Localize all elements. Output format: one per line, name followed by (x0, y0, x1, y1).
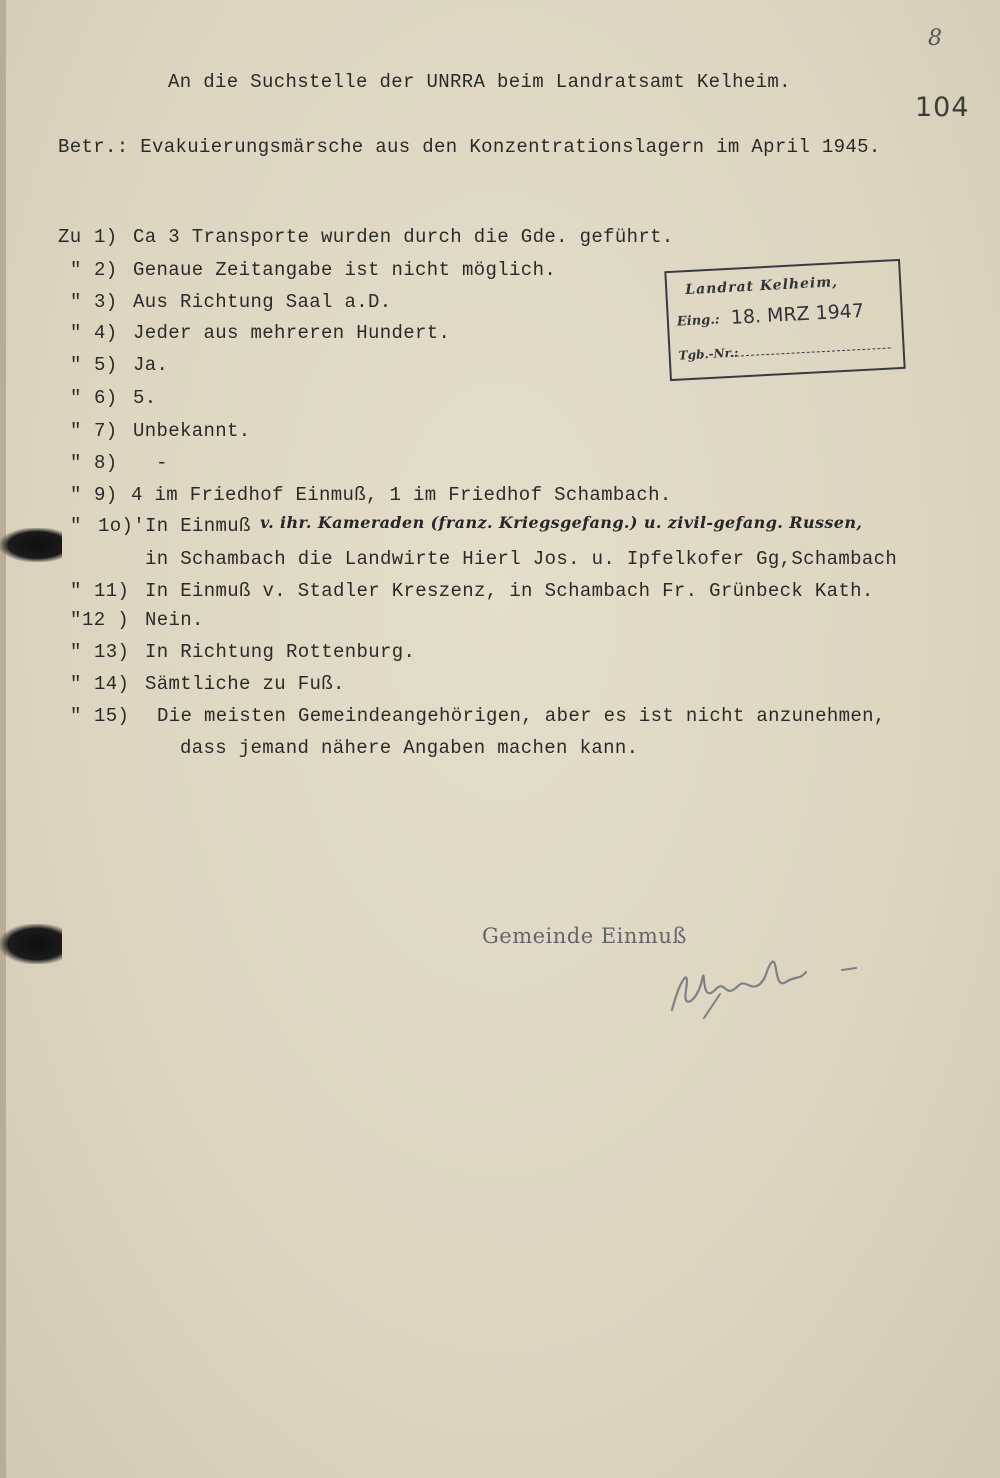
signature-scribble (660, 950, 860, 1020)
stamp-received-label: Eing.: (676, 312, 721, 330)
answer-marker: " (70, 609, 82, 631)
answer-number: 13) (94, 641, 130, 663)
answer-number: 5) (94, 354, 118, 376)
answer-marker: " (70, 259, 82, 281)
answer-number: 1) (94, 226, 118, 248)
paper-edge (0, 0, 6, 1478)
punch-hole-bottom (0, 924, 62, 964)
answer-text: Jeder aus mehreren Hundert. (133, 322, 451, 344)
answer-text: 5. (133, 387, 157, 409)
corner-mark: 8 (928, 26, 942, 51)
answer-text: Ja. (133, 354, 169, 376)
handwritten-insertion: v. ihr. Kameraden (franz. Kriegsgefang.) u. zivil-gefang. Russen, (260, 513, 863, 532)
answer-marker: " (70, 673, 82, 695)
answer-text: In Richtung Rottenburg. (145, 641, 416, 663)
stamp-office: Landrat Kelheim, (684, 274, 839, 299)
answer-marker: " (70, 452, 82, 474)
answer-number: 1o)' (98, 515, 146, 537)
answer-text: Aus Richtung Saal a.D. (133, 291, 392, 313)
answer-marker: " (70, 420, 82, 442)
signature (660, 950, 860, 1025)
answer-text: Nein. (145, 609, 204, 631)
page-number: 104 (915, 92, 970, 123)
signature-stamp: Gemeinde Einmuß (482, 924, 687, 948)
answer-text: - (156, 452, 168, 474)
answer-text: Ca 3 Transporte wurden durch die Gde. geführt. (133, 226, 674, 248)
answer-text-continued: in Schambach die Landwirte Hierl Jos. u. Ipfelkofer Gg,Schambach (145, 548, 898, 570)
answer-marker: Zu (58, 226, 82, 248)
answer-marker: " (70, 705, 82, 727)
answer-text-continued: dass jemand nähere Angaben machen kann. (180, 737, 639, 759)
answer-text: In Einmuß v. Stadler Kreszenz, in Schambach Fr. Grünbeck Kath. (145, 580, 874, 602)
answer-number: 3) (94, 291, 118, 313)
answer-number: 15) (94, 705, 130, 727)
answer-text: Die meisten Gemeindeangehörigen, aber es ist nicht anzunehmen, (157, 705, 886, 727)
answer-number: 4) (94, 322, 118, 344)
stamp-received-date: 18. MRZ 1947 (730, 299, 865, 329)
stamp-journal-label: Tgb.-Nr.: (678, 345, 739, 363)
answer-text: Genaue Zeitangabe ist nicht möglich. (133, 259, 557, 281)
answer-number: 14) (94, 673, 130, 695)
answer-marker: " (70, 484, 82, 506)
answer-marker: " (70, 641, 82, 663)
recipient-line: An die Suchstelle der UNRRA beim Landratsamt Kelheim. (168, 71, 791, 93)
answer-marker: " (70, 354, 82, 376)
answer-marker: " (70, 580, 82, 602)
answer-text: Unbekannt. (133, 420, 251, 442)
answer-number: 2) (94, 259, 118, 281)
punch-hole-top (0, 528, 62, 562)
receipt-stamp (664, 259, 905, 381)
answer-text: Sämtliche zu Fuß. (145, 673, 345, 695)
answer-number: 12 ) (82, 609, 130, 631)
answer-number: 8) (94, 452, 118, 474)
answer-number: 7) (94, 420, 118, 442)
subject-line: Betr.: Evakuierungsmärsche aus den Konzentrationslagern im April 1945. (58, 136, 881, 158)
answer-number: 6) (94, 387, 118, 409)
answer-text: In Einmuß (145, 515, 251, 537)
answer-number: 11) (94, 580, 130, 602)
answer-text: 4 im Friedhof Einmuß, 1 im Friedhof Schambach. (131, 484, 672, 506)
answer-marker: " (70, 515, 82, 537)
answer-marker: " (70, 322, 82, 344)
stamp-journal-line (731, 348, 891, 357)
answer-number: 9) (94, 484, 118, 506)
answer-marker: " (70, 387, 82, 409)
answer-marker: " (70, 291, 82, 313)
